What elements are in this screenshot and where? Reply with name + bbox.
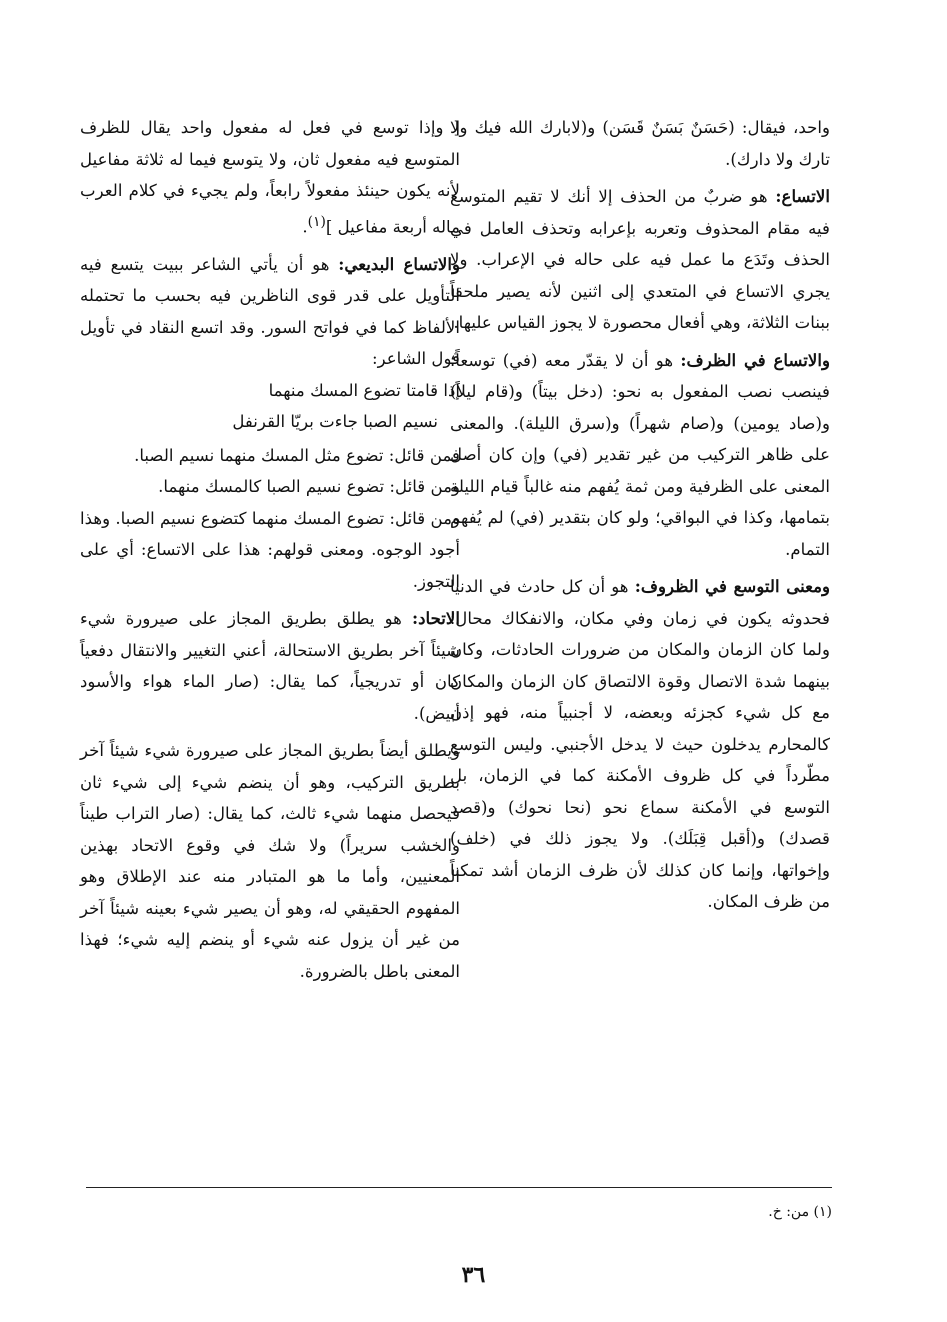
right-column: [450, 112, 830, 924]
verse-line-1: إذا قامتا تضوع المسك منهما: [268, 380, 460, 400]
paragraph: [80, 112, 460, 243]
term-heading: الاتساع:: [775, 186, 830, 206]
bracketed-text: [ وإذا توسع في فعل له مفعول واحد يقال للظرف المتوسع فيه مفعول ثان، ولا يتوسع فيما له ثلاثة مفاعيل لأنه يكون حينئذ مفعولاً رابعاً، ولم يجيء في كلام العرب ماله أربعة مفاعيل ]: [80, 118, 460, 237]
paragraph: [450, 571, 830, 918]
term-body: هو ضربٌ من الحذف إلا أنك لا تقيم المتوسع فيه مقام المحذوف وتعربه بإعرابه وتحذف العامل في الحذف وتَدَع ما عمل فيه على حاله في الإعراب. ولا يجري الاتساع في المتعدي إلى اثنين لأنه يصير ملحقاً ببنات الثلاثة، وهي أفعال محصورة لا يجوز القياس عليها.: [450, 187, 830, 332]
period: .: [302, 217, 308, 237]
paragraph: ومن قائل: تضوع المسك منهما كتضوع نسيم الصبا. وهذا أجود الوجوه. ومعنى قولهم: هذا على الاتساع: أي على التجوز.: [80, 508, 460, 591]
paragraph: [80, 603, 460, 729]
term-heading: الاتحاد:: [412, 608, 460, 629]
term-body: هو أن يأتي الشاعر ببيت يتسع فيه التأويل على قدر قوى الناظرين فيه بحسب ما تحتمله الألفاظ كما في فواتح السور. وقد اتسع النقاد في تأويل قول الشاعر:: [80, 254, 460, 369]
paragraph: [450, 345, 830, 566]
page-number: ٣٦: [461, 1262, 486, 1288]
paragraph: فمن قائل: تضوع مثل المسك منهما نسيم الصبا.: [134, 445, 460, 465]
term-body: هو أن كل حادث في الدنيا فحدوثه يكون في زمان وفي مكان، والانفكاك محال؛ ولما كان الزمان والمكان من ضرورات الحادثات، وكان بينهما شدة الاتصال وقوة الالتصاق كان الزمان والمكان مع كل شيء كجزئه وبعضه، لا أجنبياً منه، فهو إذن كالمحارم يدخلون حيث لا يدخل الأجنبي. وليس التوسع مطّرداً في كل ظروف الأمكنة كما في الزمان، بل التوسع في الأمكنة سماع نحو (نحا نحوك) و(قصد قصدك) و(أقبل قِبَلَك). ولا يجوز ذلك في (خلف) وإخواتها، وإنما كان كذلك لأن ظرف الزمان أشد تمكناً من ظرف المكان.: [450, 577, 830, 911]
paragraph: ويطلق أيضاً بطريق المجاز على صيرورة شيء شيئاً آخر بطريق التركيب، وهو أن ينضم شيء إلى شيء ثان فيحصل منهما شيء ثالث، كما يقال: (صار التراب طيناً والخشب سريراً) ولا شك في وقوع الاتحاد بهذين المعنيين، وأما ما هو المتبادر منه عند الإطلاق وهو المفهوم الحقيقي له، وهو أن يصير شيء بعينه شيئاً آخر من غير أن يزول عنه شيء أو ينضم إليه شيء؛ فهذا المعنى باطل بالضرورة.: [80, 741, 460, 981]
term-heading: ومعنى التوسع في الظروف:: [634, 576, 830, 596]
paragraph: واحد، فيقال: (حَسَنٌ بَسَنٌ قَسَن) و(لابارك الله فيك ولا تارك ولا دارك).: [450, 118, 830, 169]
verse-line-2: نسيم الصبا جاءت بريّا القرنفل: [232, 412, 438, 432]
term-body: هو يطلق بطريق المجاز على صيرورة شيء شيئاً آخر بطريق الاستحالة، أعني التغيير والانتقال دفعياً كان أو تدريجياً، كما يقال: (صار الماء هواء والأسود أبيض).: [80, 609, 460, 723]
left-column: [80, 112, 460, 993]
paragraph: ومن قائل: تضوع نسيم الصبا كالمسك منهما.: [158, 477, 460, 497]
term-heading: والاتساع في الظرف:: [680, 349, 830, 370]
footnote-divider: [86, 1187, 832, 1188]
footnote: (١) من: خ.: [768, 1204, 832, 1220]
paragraph: [450, 181, 830, 339]
term-body: هو أن لا يقدّر معه (في) توسعاً؛ فينصب نصب المفعول به نحو: (دخل بيتاً) و(قام ليلاً) و(صاد يومين) و(صام شهراً) و(سرق الليلة). والمعنى على ظاهر التركيب من غير تقدير (في) وإن كان أصل المعنى على الظرفية ومن ثمة يُفهم منه غالباً قيام الليلة بتمامها، وكذا في البواقي؛ ولو كان بتقدير (في) لم يُفهم التمام.: [450, 350, 830, 559]
footnote-reference: (١): [307, 213, 326, 230]
term-heading: والاتساع البديعي:: [338, 253, 460, 274]
paragraph: [80, 249, 460, 375]
